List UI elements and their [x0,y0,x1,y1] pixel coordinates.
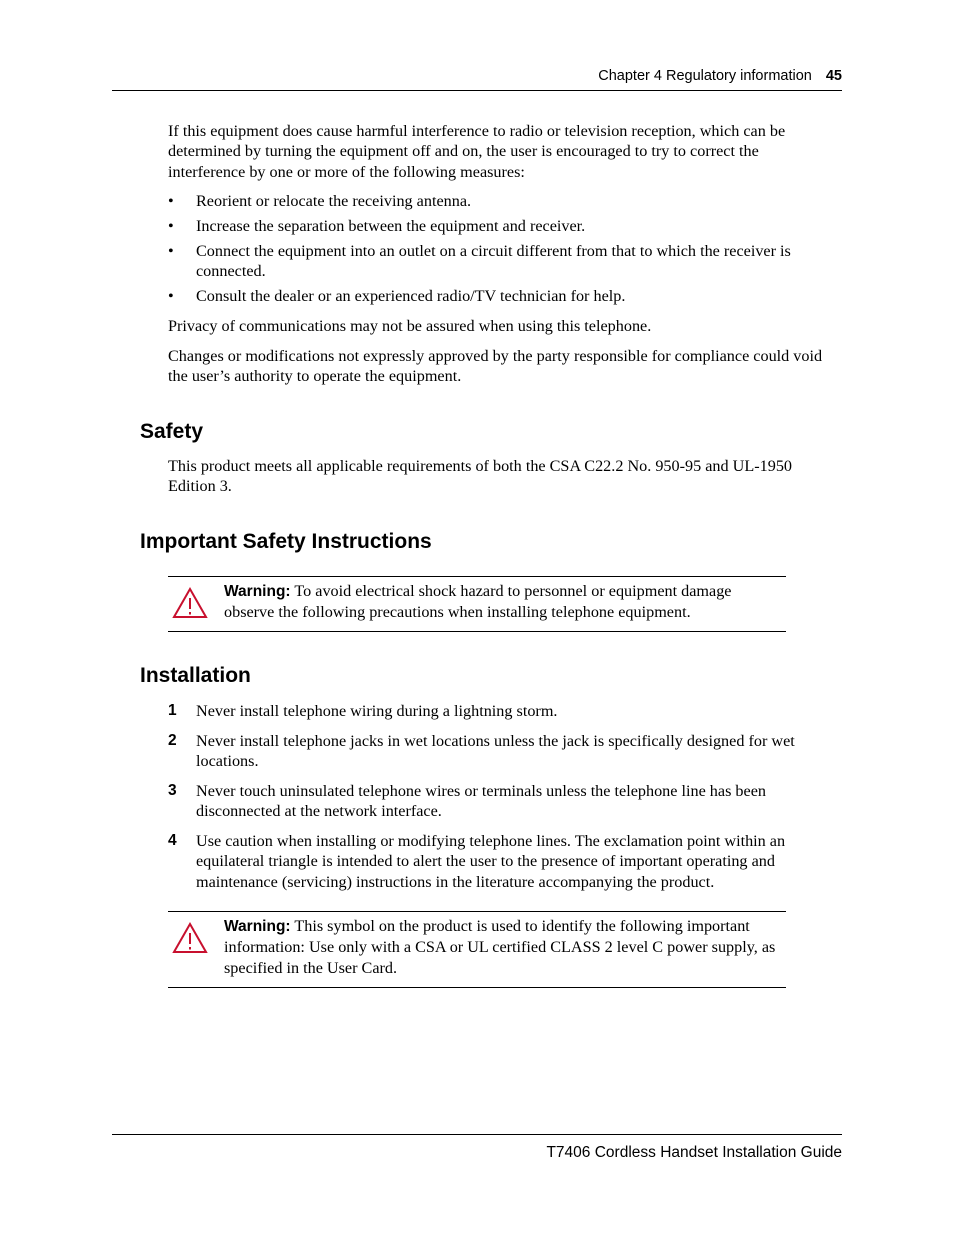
installation-heading: Installation [140,664,251,687]
bullet-mark: • [168,192,174,210]
warning-triangle-icon [172,922,208,959]
item-text: Never install telephone jacks in wet locations unless the jack is specifically designed for wet locations. [196,732,795,771]
safety-paragraph: This product meets all applicable requirements of both the CSA C22.2 No. 950-95 and UL-1950 Edition 3. [168,457,793,496]
warning-label: Warning: [224,918,291,935]
warning-label: Warning: [224,583,291,600]
warning-text: To avoid electrical shock hazard to personnel or equipment damage observe the following precautions when installing telephone equipment. [224,582,732,622]
footer-rule [112,1134,842,1135]
item-number: 3 [168,782,177,799]
privacy-paragraph: Privacy of communications may not be assured when using this telephone. [168,317,652,335]
important-safety-heading: Important Safety Instructions [140,530,432,553]
changes-paragraph: Changes or modifications not expressly approved by the party responsible for compliance could void the user’s authority to operate the equipment. [168,347,823,386]
page-header [598,68,842,84]
page-number: 45 [825,68,842,84]
footer-title: T7406 Cordless Handset Installation Guide [546,1144,842,1161]
bullet-text: Increase the separation between the equipment and receiver. [196,217,586,235]
bullet-text: Connect the equipment into an outlet on a circuit different from that to which the receiver is connected. [196,242,791,281]
warning-triangle-icon [172,587,208,624]
bullet-mark: • [168,217,174,235]
warning-text: This symbol on the product is used to identify the following important information: Use only with a CSA or UL certified CLASS 2 level C power supply, as specified in the User Card. [224,917,776,977]
item-number: 1 [168,702,177,719]
warning-box [168,576,786,632]
warning-content [224,916,784,978]
warning-box [168,911,786,988]
header-rule [112,90,842,91]
warning-content [224,581,784,623]
bullet-mark: • [168,242,174,260]
item-number: 2 [168,732,177,749]
item-number: 4 [168,832,177,849]
item-text: Use caution when installing or modifying telephone lines. The exclamation point within an equilateral triangle is intended to alert the user to the presence of important operating and maintenance (servicing) instructions in the literature accompanying the product. [196,832,786,891]
bullet-text: Reorient or relocate the receiving antenna. [196,192,472,210]
item-text: Never install telephone wiring during a lightning storm. [196,702,558,720]
intro-paragraph: If this equipment does cause harmful interference to radio or television reception, which can be determined by turning the equipment off and on, the user is encouraged to try to correct the interference by one or more of the following measures: [168,122,786,181]
safety-heading: Safety [140,420,204,443]
bullet-mark: • [168,287,174,305]
item-text: Never touch uninsulated telephone wires or terminals unless the telephone line has been disconnected at the network interface. [196,782,766,821]
bullet-text: Consult the dealer or an experienced radio/TV technician for help. [196,287,626,305]
chapter-title: Chapter 4 Regulatory information [598,68,812,84]
